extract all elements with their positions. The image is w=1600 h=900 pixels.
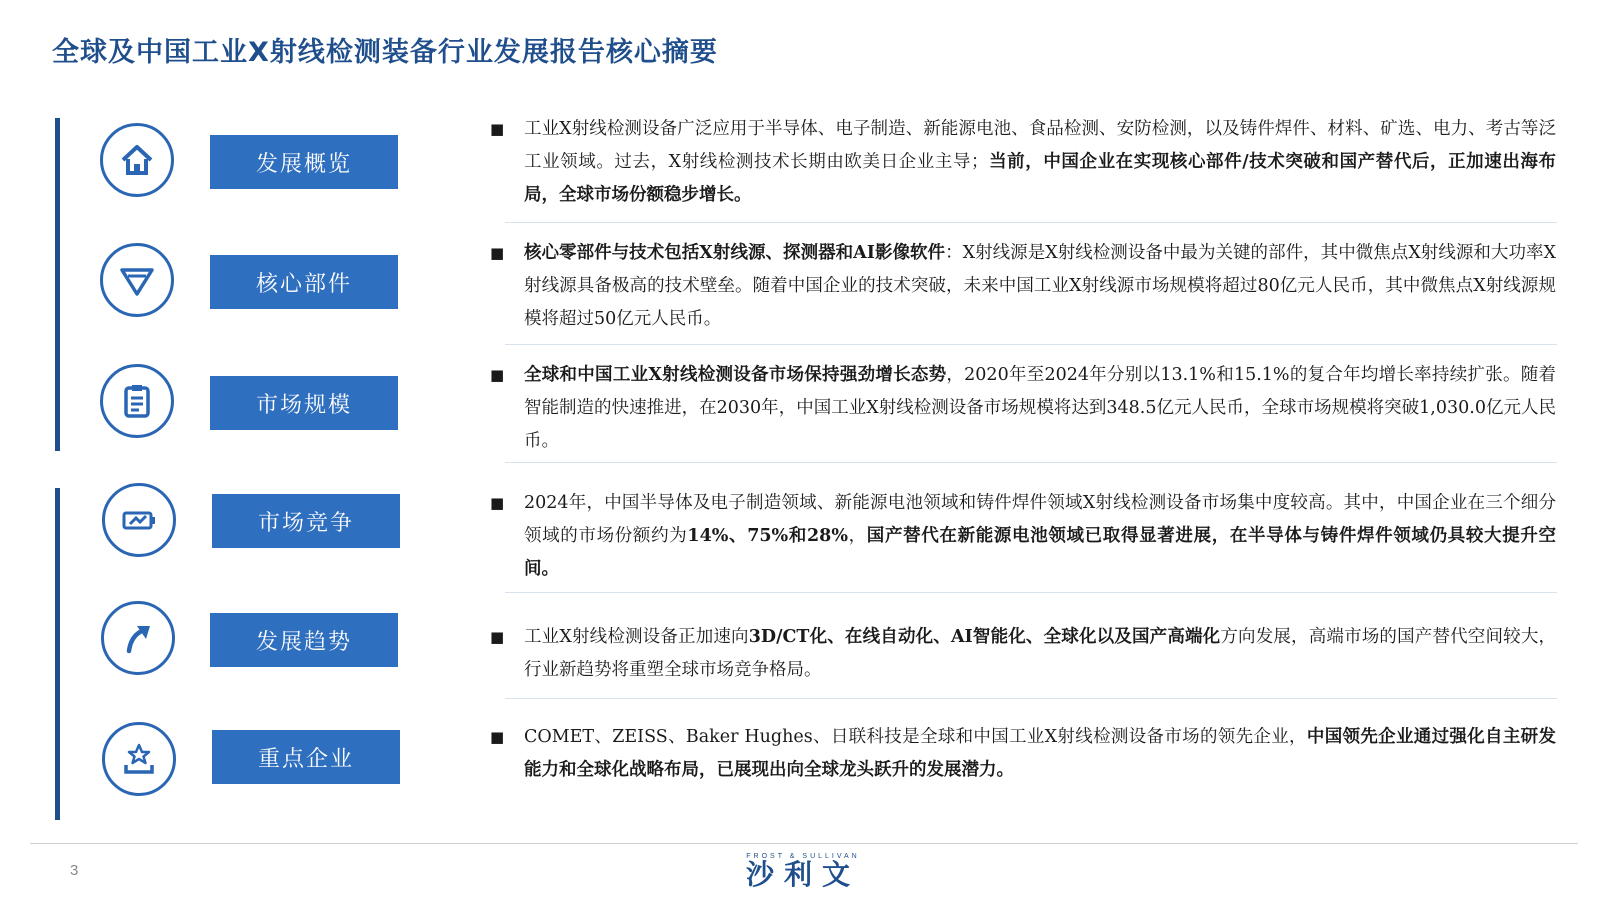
separator-line: [505, 462, 1557, 463]
bullet-marker: ■: [490, 366, 505, 384]
logo-subtitle: FROST & SULLIVAN: [746, 853, 860, 860]
label-overview: 发展概览: [210, 135, 398, 189]
label-trends: 发展趋势: [210, 613, 398, 667]
section-text-core-parts: ■ 核心零部件与技术包括X射线源、探测器和AI影像软件：X射线源是X射线检测设备中最为关键的部件，其中微焦点X射线源和大功率X射线源具备极高的技术壁垒。随着中国企业的技术突破，未来中国工业X射线源市场规模将超过80亿元人民币，其中微焦点X射线源规模将超过50亿元人民币。: [490, 237, 1556, 336]
page-title: 全球及中国工业X射线检测装备行业发展报告核心摘要: [52, 37, 718, 68]
section-text-overview: ■ 工业X射线检测设备广泛应用于半导体、电子制造、新能源电池、食品检测、安防检测，以及铸件焊件、材料、矿选、电力、考古等泛工业领域。过去，X射线检测技术长期由欧美日企业主导；当前，中国企业在实现核心部件/技术突破和国产替代后，正加速出海布局，全球市场份额稳步增长。: [490, 113, 1556, 212]
gem-icon: [100, 243, 174, 317]
clipboard-icon: [100, 364, 174, 438]
separator-line: [505, 592, 1557, 593]
section-text-key-companies: ■ COMET、ZEISS、Baker Hughes、日联科技是全球和中国工业X射线检测设备市场的领先企业，中国领先企业通过强化自主研发能力和全球化战略布局，已展现出向全球龙头跃升的发展潜力。: [490, 721, 1556, 787]
section-text-competition: ■ 2024年，中国半导体及电子制造领域、新能源电池领域和铸件焊件领域X射线检测设备市场集中度较高。其中，中国企业在三个细分领域的市场份额约为14%、75%和28%，国产替代在新能源电池领域已取得显著进展，在半导体与铸件焊件领域仍具较大提升空间。: [490, 487, 1556, 586]
label-competition: 市场竞争: [212, 494, 400, 548]
bullet-marker: ■: [490, 494, 505, 512]
separator-line: [505, 698, 1557, 699]
home-icon: [100, 123, 174, 197]
label-key-companies: 重点企业: [212, 730, 400, 784]
bullet-marker: ■: [490, 120, 505, 138]
logo-name: 沙利文: [745, 858, 860, 891]
bullet-marker: ■: [490, 628, 505, 646]
brand-logo: [728, 853, 878, 890]
bullet-marker: ■: [490, 728, 505, 746]
section-bar-bottom: [55, 488, 60, 820]
section-bar-top: [55, 118, 60, 451]
section-text-trends: ■ 工业X射线检测设备正加速向3D/CT化、在线自动化、AI智能化、全球化以及国产高端化方向发展，高端市场的国产替代空间较大，行业新趋势将重塑全球市场竞争格局。: [490, 621, 1556, 687]
page-number: 3: [70, 862, 79, 879]
footer-divider: [30, 843, 1578, 844]
award-icon: [102, 722, 176, 796]
battery-icon: [102, 483, 176, 557]
label-core-parts: 核心部件: [210, 255, 398, 309]
label-market-size: 市场规模: [210, 376, 398, 430]
separator-line: [505, 344, 1557, 345]
section-text-market-size: ■ 全球和中国工业X射线检测设备市场保持强劲增长态势，2020年至2024年分别以13.1%和15.1%的复合年均增长率持续扩张。随着智能制造的快速推进，在2030年，中国工业X射线检测设备市场规模将达到348.5亿元人民币，全球市场规模将突破1,030.0亿元人民币。: [490, 359, 1556, 458]
separator-line: [505, 222, 1557, 223]
bullet-marker: ■: [490, 244, 505, 262]
arrow-up-right-icon: [101, 601, 175, 675]
